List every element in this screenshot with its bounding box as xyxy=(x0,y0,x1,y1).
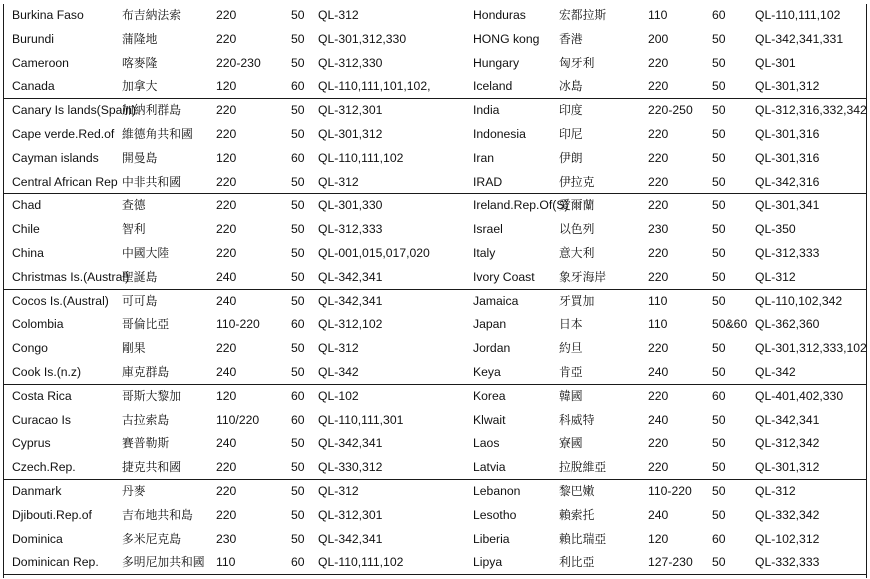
right-country-name: Italy xyxy=(473,246,496,260)
left-country-name-cn: 古拉索島 xyxy=(122,412,170,427)
left-voltage: 120 xyxy=(216,79,237,94)
right-plug-types: QL-350 xyxy=(755,222,796,237)
group-divider xyxy=(3,289,867,290)
right-plug-types: QL-301,312,333,102 xyxy=(755,341,867,356)
left-frequency: 50 xyxy=(291,269,305,284)
right-country-name-cn: 愛爾蘭 xyxy=(559,198,595,213)
left-country-name-cn: 可可島 xyxy=(122,293,158,308)
table-row xyxy=(3,409,867,432)
left-voltage: 220 xyxy=(216,127,237,141)
left-voltage: 120 xyxy=(216,388,237,403)
group-divider xyxy=(3,574,867,575)
right-country-name: Lipya xyxy=(473,555,503,570)
table-row xyxy=(3,456,867,479)
right-country-name: Jordan xyxy=(473,341,511,356)
left-frequency: 60 xyxy=(291,388,305,403)
left-country-name: Cyprus xyxy=(12,436,51,451)
left-plug-types: QL-312 xyxy=(318,341,359,356)
right-voltage: 110 xyxy=(648,317,668,332)
left-plug-types: QL-312,333 xyxy=(318,222,383,237)
table-row xyxy=(3,432,867,455)
table-row xyxy=(3,4,867,27)
left-country-name-cn: 捷克共和國 xyxy=(122,460,181,475)
right-plug-types: QL-301,312 xyxy=(755,79,820,94)
right-frequency: 50 xyxy=(712,150,726,165)
left-plug-types: QL-301,330 xyxy=(318,198,383,213)
left-frequency: 50 xyxy=(291,460,305,475)
left-plug-types: QL-301,312 xyxy=(318,127,383,141)
left-voltage: 230 xyxy=(216,531,237,546)
left-voltage: 220 xyxy=(216,460,237,475)
right-country-name: Israel xyxy=(473,222,503,237)
left-plug-types: QL-330,312 xyxy=(318,460,383,475)
left-plug-types: QL-102 xyxy=(318,388,359,403)
left-frequency: 50 xyxy=(291,174,305,189)
right-plug-types: QL-362,360 xyxy=(755,317,820,332)
left-country-name: Burkina Faso xyxy=(12,8,84,22)
right-country-name-cn: 以色列 xyxy=(559,222,595,237)
table-row xyxy=(3,361,867,384)
left-country-name: Dominican Rep. xyxy=(12,555,99,570)
group-divider xyxy=(3,193,867,194)
left-frequency: 50 xyxy=(291,531,305,546)
group-divider xyxy=(3,98,867,99)
left-country-name-cn: 加納利群島 xyxy=(122,103,181,118)
left-voltage: 220 xyxy=(216,8,237,22)
right-plug-types: QL-342,316 xyxy=(755,174,820,189)
left-country-name: Cape verde.Red.of xyxy=(12,127,115,141)
left-country-name: China xyxy=(12,246,44,260)
right-country-name: Liberia xyxy=(473,531,510,546)
left-plug-types: QL-001,015,017,020 xyxy=(318,246,430,260)
right-plug-types: QL-342 xyxy=(755,365,796,379)
right-country-name-cn: 賴索托 xyxy=(559,507,595,522)
right-plug-types: QL-301,316 xyxy=(755,127,820,141)
table-row xyxy=(3,194,867,217)
right-frequency: 50 xyxy=(712,460,726,475)
right-country-name-cn: 賴比瑞亞 xyxy=(559,531,607,546)
right-plug-types: QL-312 xyxy=(755,269,796,284)
left-voltage: 220 xyxy=(216,246,237,260)
left-country-name-cn: 丹麥 xyxy=(122,484,146,498)
right-frequency: 50 xyxy=(712,174,726,189)
right-voltage: 220 xyxy=(648,79,669,94)
right-voltage: 220 xyxy=(648,174,669,189)
left-country-name-cn: 加拿大 xyxy=(122,79,158,94)
left-country-name-cn: 查德 xyxy=(122,198,146,213)
left-frequency: 50 xyxy=(291,31,305,46)
right-country-name-cn: 印尼 xyxy=(559,127,583,141)
left-plug-types: QL-312,301 xyxy=(318,507,383,522)
right-country-name: Laos xyxy=(473,436,500,451)
right-country-name: Lesotho xyxy=(473,507,517,522)
right-plug-types: QL-301,341 xyxy=(755,198,820,213)
table-row xyxy=(3,528,867,551)
right-country-name: Hungary xyxy=(473,55,520,70)
right-country-name-cn: 冰島 xyxy=(559,79,583,94)
right-frequency: 50 xyxy=(712,127,726,141)
right-plug-types: QL-312,342 xyxy=(755,436,820,451)
right-country-name: Lebanon xyxy=(473,484,521,498)
right-frequency: 60 xyxy=(712,531,726,546)
left-voltage: 110-220 xyxy=(216,317,260,332)
left-frequency: 50 xyxy=(291,507,305,522)
left-frequency: 50 xyxy=(291,341,305,356)
left-voltage: 220 xyxy=(216,484,237,498)
right-country-name: HONG kong xyxy=(473,31,540,46)
right-voltage: 220 xyxy=(648,246,669,260)
left-frequency: 60 xyxy=(291,317,305,332)
right-country-name-cn: 意大利 xyxy=(559,246,595,260)
right-frequency: 50 xyxy=(712,436,726,451)
right-plug-types: QL-342,341,331 xyxy=(755,31,844,46)
left-country-name-cn: 中國大陸 xyxy=(122,246,170,260)
right-country-name-cn: 印度 xyxy=(559,103,583,118)
right-frequency: 50 xyxy=(712,484,726,498)
right-country-name-cn: 香港 xyxy=(559,31,583,46)
left-plug-types: QL-110,111,101,102, xyxy=(318,79,431,94)
right-country-name-cn: 宏都拉斯 xyxy=(559,8,607,22)
right-country-name-cn: 科威特 xyxy=(559,412,595,427)
right-voltage: 240 xyxy=(648,507,669,522)
left-plug-types: QL-301,312,330 xyxy=(318,31,407,46)
left-country-name: Canary Is lands(Spain) xyxy=(12,103,136,118)
right-country-name: Latvia xyxy=(473,460,506,475)
right-country-name-cn: 日本 xyxy=(559,317,583,332)
right-voltage: 127-230 xyxy=(648,555,693,570)
left-country-name-cn: 庫克群島 xyxy=(122,365,170,379)
left-country-name-cn: 開曼島 xyxy=(122,150,158,165)
left-voltage: 240 xyxy=(216,365,237,379)
right-frequency: 50 xyxy=(712,507,726,522)
right-voltage: 220 xyxy=(648,127,669,141)
left-frequency: 60 xyxy=(291,555,305,570)
right-plug-types: QL-332,333 xyxy=(755,555,820,570)
left-country-name: Czech.Rep. xyxy=(12,460,76,475)
right-voltage: 220 xyxy=(648,55,669,70)
right-country-name-cn: 利比亞 xyxy=(559,555,595,570)
right-country-name: IRAD xyxy=(473,174,503,189)
left-country-name-cn: 智利 xyxy=(122,222,146,237)
left-country-name-cn: 布吉納法索 xyxy=(122,8,181,22)
left-plug-types: QL-312 xyxy=(318,174,359,189)
right-country-name-cn: 寮國 xyxy=(559,436,583,451)
left-voltage: 240 xyxy=(216,269,237,284)
right-plug-types: QL-301,312 xyxy=(755,460,820,475)
left-frequency: 60 xyxy=(291,79,305,94)
right-frequency: 50 xyxy=(712,198,726,213)
right-voltage: 240 xyxy=(648,412,669,427)
left-country-name: Burundi xyxy=(12,31,55,46)
left-voltage: 220 xyxy=(216,222,237,237)
right-frequency: 50 xyxy=(712,412,726,427)
right-country-name-cn: 約旦 xyxy=(559,341,583,356)
left-plug-types: QL-110,111,102 xyxy=(318,150,404,165)
right-voltage: 220-250 xyxy=(648,103,693,118)
left-country-name: Canada xyxy=(12,79,55,94)
left-country-name: Curacao Is xyxy=(12,412,71,427)
left-voltage: 220 xyxy=(216,31,237,46)
right-country-name-cn: 匈牙利 xyxy=(559,55,595,70)
right-voltage: 120 xyxy=(648,531,669,546)
left-plug-types: QL-312 xyxy=(318,8,359,22)
left-plug-types: QL-110,111,102 xyxy=(318,555,404,570)
right-voltage: 220 xyxy=(648,269,669,284)
left-voltage: 220 xyxy=(216,103,237,118)
group-divider xyxy=(3,479,867,480)
left-frequency: 60 xyxy=(291,412,305,427)
left-country-name: Dominica xyxy=(12,531,63,546)
left-country-name: Central African Rep xyxy=(12,174,118,189)
left-plug-types: QL-312 xyxy=(318,484,359,498)
right-frequency: 50 xyxy=(712,55,726,70)
right-country-name-cn: 伊朗 xyxy=(559,150,583,165)
right-frequency: 50 xyxy=(712,341,726,356)
table-row xyxy=(3,266,867,289)
right-country-name: Ireland.Rep.Of(S) xyxy=(473,198,569,213)
right-voltage: 230 xyxy=(648,222,669,237)
right-voltage: 220 xyxy=(648,198,669,213)
right-voltage: 240 xyxy=(648,365,669,379)
left-country-name: Cocos Is.(Austral) xyxy=(12,293,109,308)
right-voltage: 200 xyxy=(648,31,669,46)
right-voltage: 110 xyxy=(648,8,668,22)
left-plug-types: QL-342 xyxy=(318,365,359,379)
right-plug-types: QL-342,341 xyxy=(755,412,820,427)
right-voltage: 220 xyxy=(648,388,669,403)
left-plug-types: QL-312,330 xyxy=(318,55,383,70)
left-voltage: 110 xyxy=(216,555,236,570)
left-frequency: 50 xyxy=(291,127,305,141)
left-voltage: 220 xyxy=(216,174,237,189)
left-plug-types: QL-312,301 xyxy=(318,103,383,118)
table-row xyxy=(3,385,867,408)
right-frequency: 50 xyxy=(712,31,726,46)
right-country-name: Jamaica xyxy=(473,293,519,308)
left-country-name-cn: 剛果 xyxy=(122,341,146,356)
group-divider xyxy=(3,384,867,385)
left-country-name-cn: 多米尼克島 xyxy=(122,531,181,546)
right-country-name-cn: 韓國 xyxy=(559,388,583,403)
right-voltage: 220 xyxy=(648,341,669,356)
left-country-name-cn: 哥斯大黎加 xyxy=(122,388,181,403)
left-country-name-cn: 吉布地共和島 xyxy=(122,507,193,522)
right-frequency: 50 xyxy=(712,365,726,379)
right-country-name-cn: 拉脫維亞 xyxy=(559,460,607,475)
table-row xyxy=(3,290,867,313)
right-country-name-cn: 牙買加 xyxy=(559,293,595,308)
left-country-name-cn: 維德角共和國 xyxy=(122,127,193,141)
left-voltage: 220 xyxy=(216,507,237,522)
left-voltage: 220 xyxy=(216,198,237,213)
right-voltage: 110 xyxy=(648,293,668,308)
left-frequency: 50 xyxy=(291,246,305,260)
right-frequency: 50 xyxy=(712,222,726,237)
left-country-name: Cayman islands xyxy=(12,150,99,165)
right-voltage: 220 xyxy=(648,150,669,165)
table-row xyxy=(3,28,867,51)
left-frequency: 50 xyxy=(291,365,305,379)
left-country-name-cn: 喀麥隆 xyxy=(122,55,158,70)
left-country-name: Djibouti.Rep.of xyxy=(12,507,92,522)
table-row xyxy=(3,75,867,98)
right-country-name: Indonesia xyxy=(473,127,526,141)
right-country-name: Japan xyxy=(473,317,507,332)
left-frequency: 50 xyxy=(291,222,305,237)
right-frequency: 50 xyxy=(712,103,726,118)
right-frequency: 50 xyxy=(712,293,726,308)
right-frequency: 50 xyxy=(712,555,726,570)
left-frequency: 50 xyxy=(291,55,305,70)
left-plug-types: QL-342,341 xyxy=(318,269,383,284)
left-frequency: 50 xyxy=(291,8,305,22)
left-country-name-cn: 哥倫比亞 xyxy=(122,317,170,332)
left-country-name-cn: 賽普勒斯 xyxy=(122,436,170,451)
right-plug-types: QL-312 xyxy=(755,484,796,498)
left-country-name: Colombia xyxy=(12,317,64,332)
right-frequency: 50&60 xyxy=(712,317,748,332)
table-row xyxy=(3,52,867,75)
table-row xyxy=(3,504,867,527)
left-frequency: 50 xyxy=(291,198,305,213)
table-row xyxy=(3,218,867,241)
right-country-name: Ivory Coast xyxy=(473,269,535,284)
right-plug-types: QL-312,316,332,342 xyxy=(755,103,867,118)
right-plug-types: QL-301,316 xyxy=(755,150,820,165)
table-row xyxy=(3,551,867,574)
right-plug-types: QL-312,333 xyxy=(755,246,820,260)
left-frequency: 50 xyxy=(291,103,305,118)
left-plug-types: QL-342,341 xyxy=(318,293,383,308)
left-frequency: 50 xyxy=(291,293,305,308)
right-country-name: Iceland xyxy=(473,79,513,94)
table-row xyxy=(3,242,867,265)
country-voltage-table xyxy=(3,4,867,578)
right-plug-types: QL-332,342 xyxy=(755,507,820,522)
left-voltage: 240 xyxy=(216,436,237,451)
right-frequency: 50 xyxy=(712,269,726,284)
right-voltage: 220 xyxy=(648,460,669,475)
right-plug-types: QL-401,402,330 xyxy=(755,388,844,403)
left-frequency: 60 xyxy=(291,150,305,165)
left-country-name: Cook Is.(n.z) xyxy=(12,365,82,379)
left-country-name-cn: 多明尼加共和國 xyxy=(122,555,205,570)
left-country-name: Cameroon xyxy=(12,55,69,70)
left-country-name: Christmas Is.(Austral) xyxy=(12,269,130,284)
right-country-name: Honduras xyxy=(473,8,526,22)
right-voltage: 220 xyxy=(648,436,669,451)
right-country-name: Keya xyxy=(473,365,501,379)
right-country-name: Klwait xyxy=(473,412,506,427)
left-frequency: 50 xyxy=(291,484,305,498)
right-voltage: 110-220 xyxy=(648,484,692,498)
right-plug-types: QL-110,102,342 xyxy=(755,293,843,308)
left-country-name: Chad xyxy=(12,198,42,213)
table-row xyxy=(3,313,867,336)
right-frequency: 50 xyxy=(712,246,726,260)
right-country-name: Iran xyxy=(473,150,495,165)
left-country-name-cn: 中非共和國 xyxy=(122,174,181,189)
right-country-name-cn: 肯亞 xyxy=(559,365,583,379)
right-frequency: 60 xyxy=(712,8,726,22)
table-row xyxy=(3,99,867,122)
table-row xyxy=(3,480,867,503)
table-row xyxy=(3,123,867,146)
right-country-name: India xyxy=(473,103,500,118)
right-frequency: 60 xyxy=(712,388,726,403)
right-plug-types: QL-110,111,102 xyxy=(755,8,841,22)
left-frequency: 50 xyxy=(291,436,305,451)
left-voltage: 220-230 xyxy=(216,55,261,70)
left-country-name: Chile xyxy=(12,222,40,237)
right-country-name-cn: 象牙海岸 xyxy=(559,269,607,284)
right-plug-types: QL-102,312 xyxy=(755,531,820,546)
left-voltage: 120 xyxy=(216,150,237,165)
right-country-name-cn: 伊拉克 xyxy=(559,174,595,189)
table-row xyxy=(3,171,867,194)
right-country-name-cn: 黎巴嫩 xyxy=(559,484,595,498)
left-voltage: 220 xyxy=(216,341,237,356)
left-country-name: Danmark xyxy=(12,484,62,498)
left-plug-types: QL-342,341 xyxy=(318,436,383,451)
left-voltage: 110/220 xyxy=(216,412,260,427)
left-country-name-cn: 聖誕島 xyxy=(122,269,158,284)
table-row xyxy=(3,147,867,170)
left-plug-types: QL-342,341 xyxy=(318,531,383,546)
table-row xyxy=(3,337,867,360)
left-voltage: 240 xyxy=(216,293,237,308)
right-plug-types: QL-301 xyxy=(755,55,796,70)
left-plug-types: QL-312,102 xyxy=(318,317,383,332)
left-country-name: Congo xyxy=(12,341,48,356)
left-country-name: Costa Rica xyxy=(12,388,72,403)
right-frequency: 50 xyxy=(712,79,726,94)
left-country-name-cn: 蒲隆地 xyxy=(122,31,158,46)
right-country-name: Korea xyxy=(473,388,506,403)
left-plug-types: QL-110,111,301 xyxy=(318,412,404,427)
